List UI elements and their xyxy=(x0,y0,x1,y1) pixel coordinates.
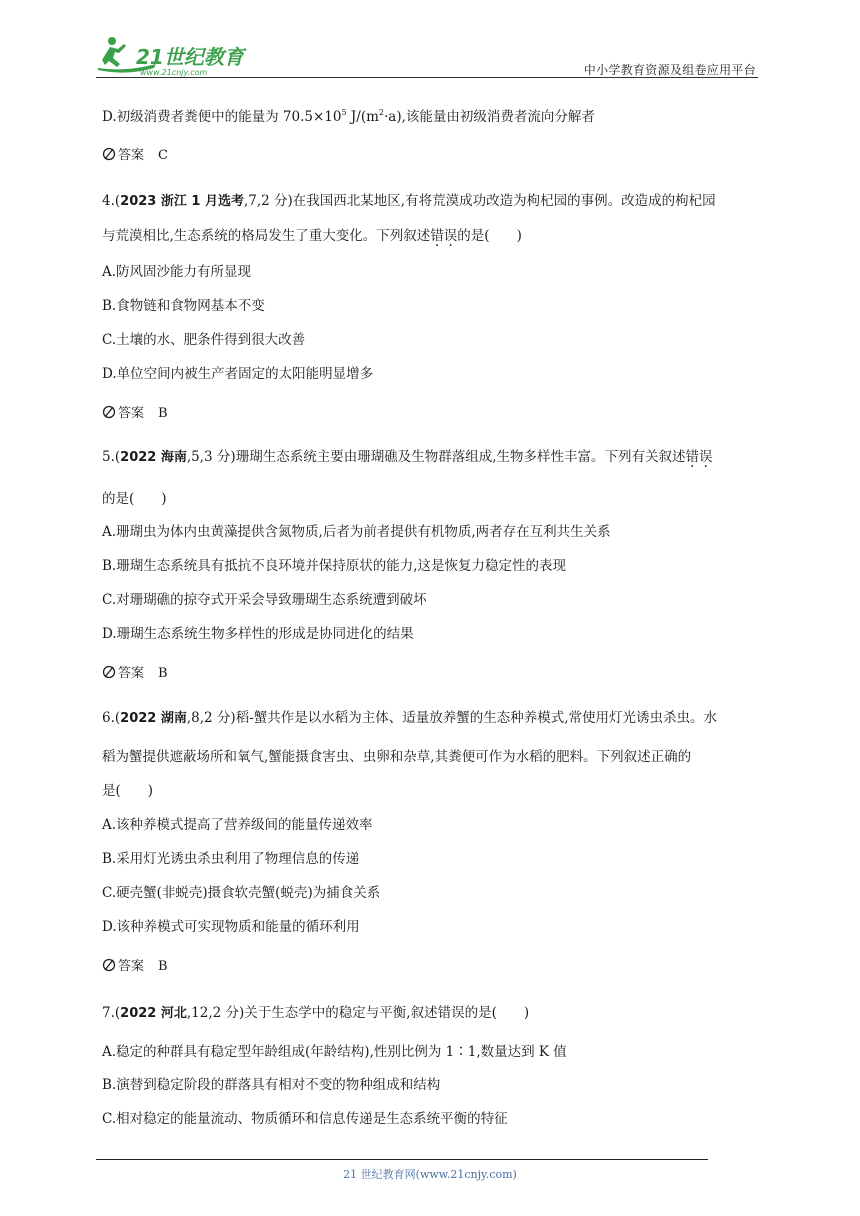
q4-option-a: A.防风固沙能力有所显现 xyxy=(102,264,252,280)
q6-stem-line2: 稻为蟹提供遮蔽场所和氧气,蟹能摄食害虫、虫卵和杂草,其粪便可作为水稻的肥料。下列叙述正确的 xyxy=(102,749,692,765)
q5-answer: 答案 B xyxy=(102,665,168,683)
footer-link[interactable]: 21 世纪教育网(www.21cnjy.com) xyxy=(343,1168,517,1181)
q6-option-d: D.该种养模式可实现物质和能量的循环利用 xyxy=(102,919,360,935)
answer-check-icon xyxy=(102,147,116,161)
q5-stem-line1: 5.(2022 海南,5,3 分)珊瑚生态系统主要由珊瑚礁及生物群落组成,生物多样性丰富。下列有关叙述错误 xyxy=(102,449,713,465)
q5-option-a: A.珊瑚虫为体内虫黄藻提供含氮物质,后者为前者提供有机物质,两者存在互利共生关系 xyxy=(102,524,611,540)
svg-text:21世纪教育: 21世纪教育 xyxy=(136,45,244,69)
answer-check-icon xyxy=(102,405,116,419)
q7-option-b: B.演替到稳定阶段的群落具有相对不变的物种组成和结构 xyxy=(102,1077,441,1093)
q6-stem-line3: 是( ) xyxy=(102,783,154,799)
q3-answer: 答案 C xyxy=(102,147,168,165)
q6-answer: 答案 B xyxy=(102,958,168,976)
site-logo xyxy=(96,34,261,78)
q7-option-a: A.稳定的种群具有稳定型年龄组成(年龄结构),性别比例为 1∶1,数量达到 K 值 xyxy=(102,1044,567,1060)
q6-stem-line1: 6.(2022 湖南,8,2 分)稻-蟹共作是以水稻为主体、适量放养蟹的生态种养模式,常使用灯光诱虫杀虫。水 xyxy=(102,710,718,726)
q4-option-b: B.食物链和食物网基本不变 xyxy=(102,298,265,314)
q7-stem: 7.(2022 河北,12,2 分)关于生态学中的稳定与平衡,叙述错误的是( ) xyxy=(102,1005,530,1021)
q5-stem-line2: 的是( ) xyxy=(102,491,167,507)
q7-option-c: C.相对稳定的能量流动、物质循环和信息传递是生态系统平衡的特征 xyxy=(102,1111,508,1127)
q4-stem-line1: 4.(2023 浙江 1 月选考,7,2 分)在我国西北某地区,有将荒漠成功改造为枸杞园的事例。改造成的枸杞园 xyxy=(102,193,716,209)
q5-option-d: D.珊瑚生态系统生物多样性的形成是协同进化的结果 xyxy=(102,626,414,642)
svg-text:www.21cnjy.com: www.21cnjy.com xyxy=(140,68,208,77)
footer-divider xyxy=(96,1159,708,1160)
q6-option-a: A.该种养模式提高了营养级间的能量传递效率 xyxy=(102,817,373,833)
q5-option-b: B.珊瑚生态系统具有抵抗不良环境并保持原状的能力,这是恢复力稳定性的表现 xyxy=(102,558,567,574)
q4-option-c: C.土壤的水、肥条件得到很大改善 xyxy=(102,332,306,348)
q3-option-d: D.初级消费者粪便中的能量为 $70.5\times 10^5$ $J/(m^2\cdot a)$,该能量由初级消费者流向分解者 xyxy=(102,108,595,125)
q4-answer: 答案 B xyxy=(102,405,168,423)
q5-option-c: C.对珊瑚礁的掠夺式开采会导致珊瑚生态系统遭到破坏 xyxy=(102,592,427,608)
page-header xyxy=(0,0,860,80)
answer-check-icon xyxy=(102,958,116,972)
q6-option-b: B.采用灯光诱虫杀虫利用了物理信息的传递 xyxy=(102,851,360,867)
answer-check-icon xyxy=(102,665,116,679)
q6-option-c: C.硬壳蟹(非蜕壳)摄食软壳蟹(蜕壳)为捕食关系 xyxy=(102,885,381,901)
header-divider xyxy=(96,77,758,78)
q4-stem-line2: 与荒漠相比,生态系统的格局发生了重大变化。下列叙述错误的是( ) xyxy=(102,228,522,244)
platform-name: 中小学教育资源及组卷应用平台 xyxy=(583,63,756,77)
q4-option-d: D.单位空间内被生产者固定的太阳能明显增多 xyxy=(102,366,374,382)
